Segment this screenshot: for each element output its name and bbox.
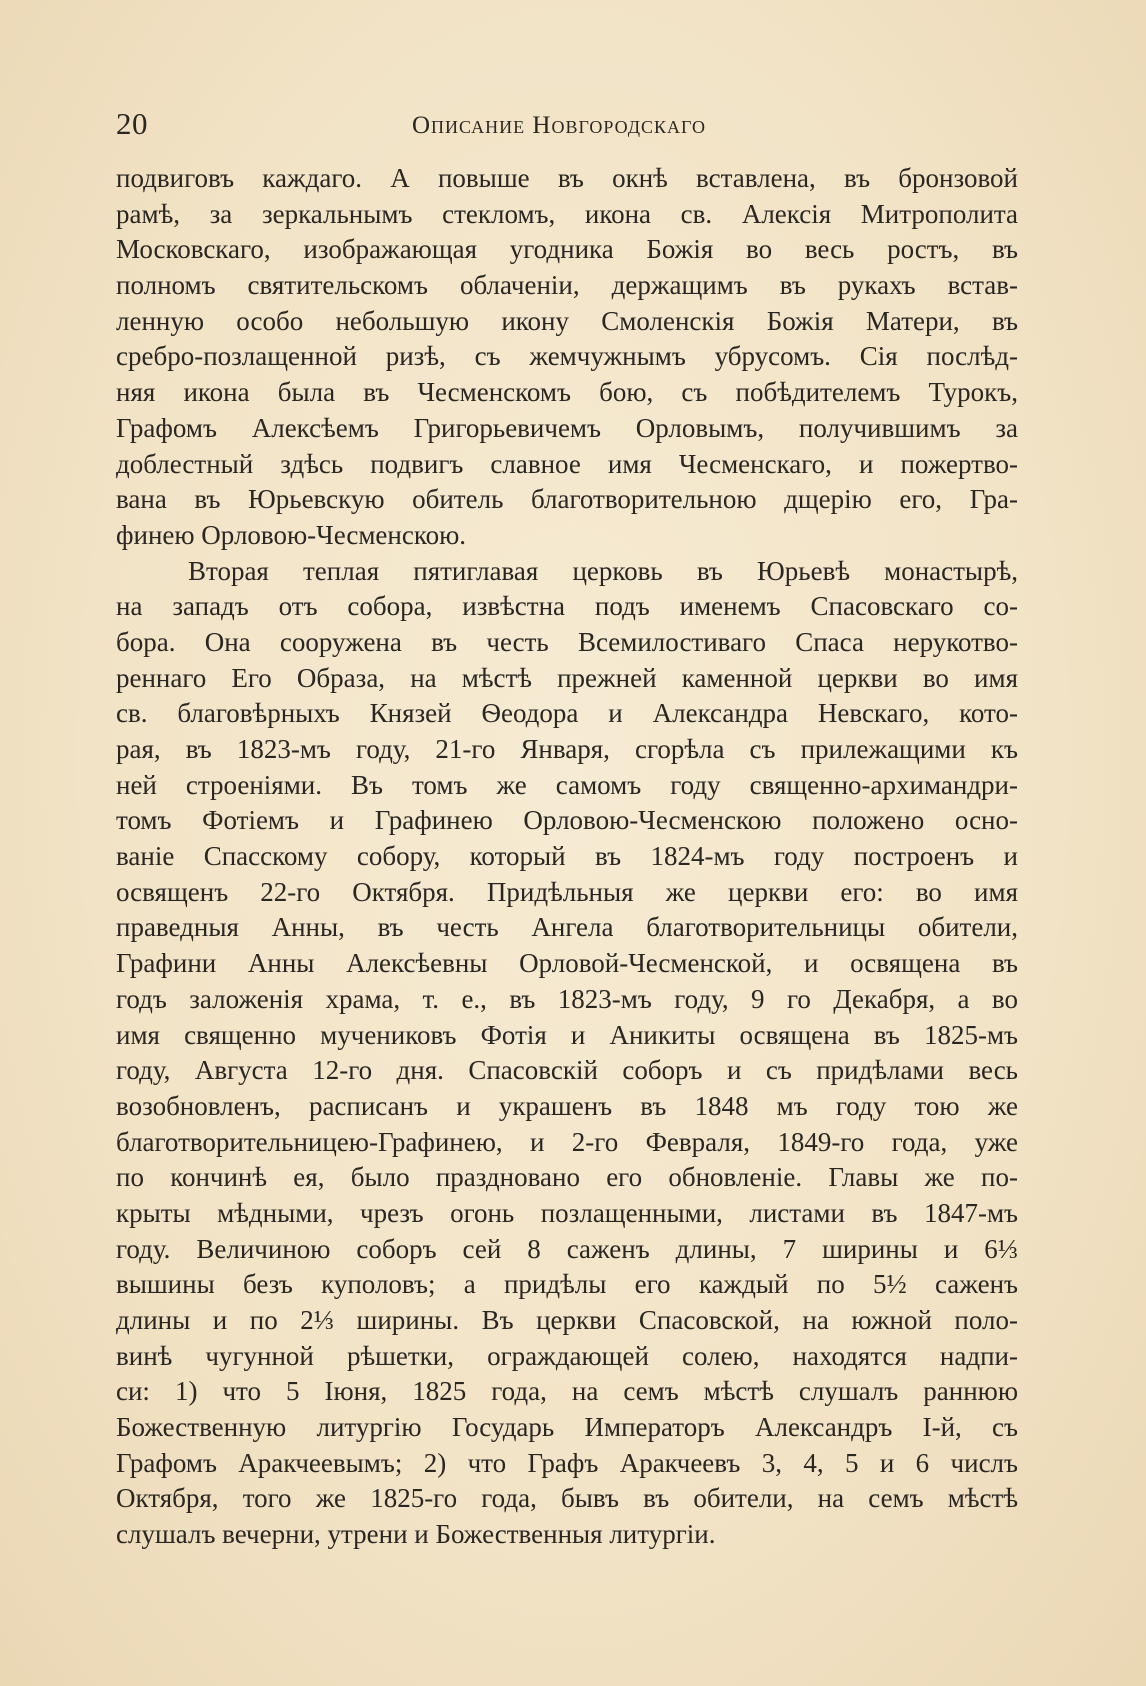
text-line: крыты мѣдными, чрезъ огонь позлащенными, листами въ 1847-мъ — [116, 1197, 1018, 1228]
text-line: по кончинѣ ея, было праздновано его обновленіе. Главы же по- — [116, 1162, 1018, 1193]
text-line: Графомъ Алексѣемъ Григорьевичемъ Орловымъ, получившимъ за — [116, 412, 1018, 443]
text-line: благотворительницею-Графинею, и 2-го Февраля, 1849-го года, уже — [116, 1126, 1018, 1157]
running-title: Описание Новгородскаго — [412, 112, 706, 139]
text-line: освященъ 22-го Октября. Придѣльныя же церкви его: во имя — [116, 876, 1018, 907]
text-line: няя икона была въ Чесменскомъ бою, съ побѣдителемъ Турокъ, — [116, 377, 1018, 408]
text-line: томъ Фотіемъ и Графинею Орловою-Чесменскою положено осно- — [116, 805, 1018, 836]
text-line: возобновленъ, расписанъ и украшенъ въ 1848 мъ году тою же — [116, 1090, 1018, 1121]
text-line: реннаго Его Образа, на мѣстѣ прежней каменной церкви во имя — [116, 662, 1018, 693]
text-line: году, Августа 12-го дня. Спасовскій соборъ и съ придѣлами весь — [116, 1055, 1018, 1086]
body-text — [116, 161, 1018, 1553]
text-line: слушалъ вечерни, утрени и Божественныя литургіи. — [116, 1519, 716, 1550]
text-line: длины и по 2⅓ ширины. Въ церкви Спасовской, на южной поло- — [116, 1305, 1018, 1335]
text-line: ленную особо небольшую икону Смоленскія Божія Матери, въ — [116, 305, 1018, 336]
text-line: праведныя Анны, въ честь Ангела благотворительницы обители, — [116, 912, 1018, 943]
text-line: ваніе Спасскому собору, который въ 1824-мъ году построенъ и — [116, 841, 1018, 872]
text-line: Божественную литургію Государь Императоръ Александръ І-й, съ — [116, 1412, 1018, 1443]
text-line: сребро-позлащенной ризѣ, съ жемчужнымъ убрусомъ. Сія послѣд- — [116, 341, 1018, 372]
text-line: году. Величиною соборъ сей 8 саженъ длины, 7 ширины и 6⅓ — [116, 1233, 1018, 1264]
text-line: св. благовѣрныхъ Князей Ѳеодора и Александра Невскаго, кото- — [116, 698, 1018, 729]
text-line: винѣ чугунной рѣшетки, ограждающей солею, находятся надпи- — [116, 1340, 1018, 1371]
text-line: Графомъ Аракчеевымъ; 2) что Графъ Аракчеевъ 3, 4, 5 и 6 числъ — [116, 1447, 1018, 1478]
text-line: вана въ Юрьевскую обитель благотворительною дщерію его, Гра- — [116, 484, 1018, 515]
text-line: рамѣ, за зеркальнымъ стекломъ, икона св. Алексія Митрополита — [116, 198, 1018, 229]
text-line: ней строеніями. Въ томъ же самомъ году священно-архимандри- — [116, 769, 1018, 800]
running-head — [116, 104, 1016, 144]
text-line: си: 1) что 5 Іюня, 1825 года, на семъ мѣстѣ слушалъ раннюю — [116, 1376, 1018, 1407]
text-line: подвиговъ каждаго. А повыше въ окнѣ вставлена, въ бронзовой — [116, 163, 1018, 193]
text-line: доблестный здѣсь подвигъ славное имя Чесменскаго, и пожертво- — [116, 448, 1018, 479]
text-line: Московскаго, изображающая угодника Божія во весь ростъ, въ — [116, 234, 1018, 265]
text-line: вышины безъ куполовъ; а придѣлы его каждый по 5½ саженъ — [116, 1269, 1018, 1300]
text-line: бора. Она сооружена въ честь Всемилостиваго Спаса нерукотво- — [116, 626, 1018, 657]
text-line: Графини Анны Алексѣевны Орловой-Чесменской, и освящена въ — [116, 948, 1018, 979]
text-line: финею Орловою-Чесменскою. — [116, 519, 466, 550]
page-number: 20 — [116, 106, 148, 141]
text-line: рая, въ 1823-мъ году, 21-го Января, сгорѣла съ прилежащими къ — [116, 734, 1018, 764]
text-line: Октября, того же 1825-го года, бывъ въ обители, на семъ мѣстѣ — [116, 1483, 1018, 1514]
text-line: имя священно мучениковъ Фотія и Аникиты освящена въ 1825-мъ — [116, 1019, 1018, 1050]
text-line: на западъ отъ собора, извѣстна подъ именемъ Спасовскаго со- — [116, 591, 1018, 622]
text-line: полномъ святительскомъ облаченіи, держащимъ въ рукахъ встав- — [116, 270, 1018, 301]
paragraph-start-line: Вторая теплая пятиглавая церковь въ Юрьевѣ монастырѣ, — [188, 555, 1018, 586]
text-line: годъ заложенія храма, т. е., въ 1823-мъ году, 9 го Декабря, а во — [116, 983, 1018, 1014]
